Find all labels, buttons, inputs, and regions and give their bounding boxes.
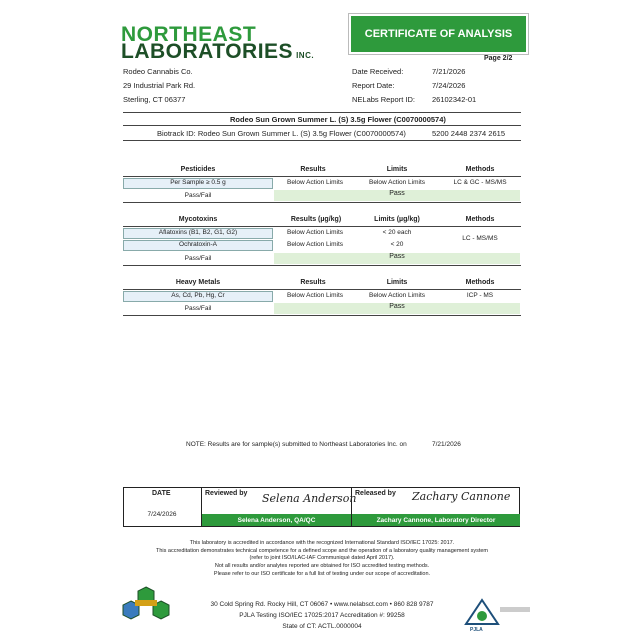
pesticides-header: Pesticides [180,166,216,173]
divider [123,315,521,316]
limits-header: Limits (µg/kg) [374,216,420,223]
metals-analyte: As, Cd, Pb, Hg, Cr [123,291,273,302]
footer-line: (refer to joint ISO/ILAC-IAF Communiqué dated April 2017). [249,555,395,561]
logo-laboratories [121,40,314,64]
limits-header: Limits [386,279,408,286]
client-city: Sterling, CT 06377 [123,95,186,104]
mycotoxins-passfail-label: Pass/Fail [184,255,212,262]
pesticides-analyte: Per Sample ≥ 0.5 g [123,178,273,189]
report-date-label: Report Date: [352,81,395,90]
logo-laboratories-text: LABORATORIES [121,40,294,63]
ochratoxin-result: Below Action Limits [287,241,343,248]
results-header: Results [300,166,326,173]
reviewed-signature: Selena Anderson [262,492,357,505]
biotrack [157,129,406,138]
released-signature: Zachary Cannone [412,490,511,503]
limits-header: Limits [386,166,408,173]
ochratoxin-analyte: Ochratoxin-A [123,240,273,251]
released-label: Released by [355,490,396,497]
pjla-badge-label: PJLA [470,627,483,633]
client-street: 29 Industrial Park Rd. [123,81,196,90]
divider [123,125,521,126]
metals-header: Heavy Metals [175,279,221,286]
results-header: Results (µg/kg) [290,216,342,223]
methods-header: Methods [465,279,495,286]
biotrack-id: 5200 2448 2374 2615 [432,129,505,138]
released-name: Zachary Cannone, Laboratory Director [352,514,520,526]
biotrack-name: Rodeo Sun Grown Summer L. (S) 3.5g Flower (C0070000574) [197,129,406,138]
divider [123,112,521,113]
divider [123,226,521,227]
pesticides-passfail-label: Pass/Fail [184,192,212,199]
mycotoxins-header: Mycotoxins [178,216,218,223]
aflatoxins-result: Below Action Limits [287,229,343,236]
results-header: Results [300,279,326,286]
aflatoxins-analyte: Aflatoxins (B1, B2, G1, G2) [123,228,273,239]
date-received: 7/21/2026 [432,67,466,76]
footer-address: 30 Cold Spring Rd. Rocky Hill, CT 06067 • www.nelabsct.com • 860 828 9787 [210,601,434,608]
page-title: CERTIFICATE OF ANALYSIS [351,16,526,52]
pjla-logo-icon [462,598,502,630]
footer-line: Please refer to our ISO certificate for a full list of testing under our scope of accreditation. [213,571,431,577]
signature-date: 7/24/2026 [147,511,177,518]
report-id: 26102342-01 [432,95,477,104]
footer-line: This accreditation demonstrates technical competence for a defined scope and the operation of a laboratory quality management system [155,548,489,554]
note-text: NOTE: Results are for sample(s) submitted to Northeast Laboratories Inc. on [186,441,407,448]
divider [123,202,521,203]
logo-northeast: NORTHEAST [121,23,257,46]
footer-state: State of CT: ACTL.0000004 [282,623,362,630]
footer-line: This laboratory is accredited in accordance with the recognized International Standard ISO/IEC 17025: 2017. [189,540,455,546]
divider [123,140,521,141]
date-received-label: Date Received: [352,67,404,76]
metals-result: Below Action Limits [287,292,343,299]
metals-limit: Below Action Limits [369,292,425,299]
logo-inc: INC. [296,51,315,60]
methods-header: Methods [465,216,495,223]
divider [123,289,521,290]
pesticides-result: Below Action Limits [287,179,343,186]
date-label: DATE [152,490,171,497]
footer-line: Not all results and/or analytes reported are obtained for ISO accredited testing methods. [214,563,430,569]
metals-passfail-label: Pass/Fail [184,305,212,312]
reviewed-name: Selena Anderson, QA/QC [202,514,351,526]
divider [123,265,521,266]
divider [123,176,521,177]
pesticides-limit: Below Action Limits [369,179,425,186]
biotrack-label: Biotrack ID: [157,129,196,138]
metals-pass: Pass [274,303,520,314]
pesticides-method: LC & GC - MS/MS [453,179,507,186]
accreditation-mark-icon [500,604,530,616]
metals-method: ICP - MS [466,292,494,299]
mycotoxins-method: LC - MS/MS [462,235,498,242]
mycotoxins-pass: Pass [274,253,520,264]
report-date: 7/24/2026 [432,81,466,90]
page-number: Page 2/2 [484,55,513,62]
product-name: Rodeo Sun Grown Summer L. (S) 3.5g Flower (C0070000574) [230,115,446,124]
ochratoxin-limit: < 20 [390,241,404,248]
pesticides-pass: Pass [274,190,520,201]
aflatoxins-limit: < 20 each [382,229,412,236]
client-name: Rodeo Cannabis Co. [123,67,193,76]
note-date: 7/21/2026 [432,441,461,448]
report-id-label: NELabs Report ID: [352,95,415,104]
methods-header: Methods [465,166,495,173]
reviewed-label: Reviewed by [205,490,248,497]
footer-pjla: PJLA Testing ISO/IEC 17025:2017 Accreditation #: 99258 [239,612,405,619]
